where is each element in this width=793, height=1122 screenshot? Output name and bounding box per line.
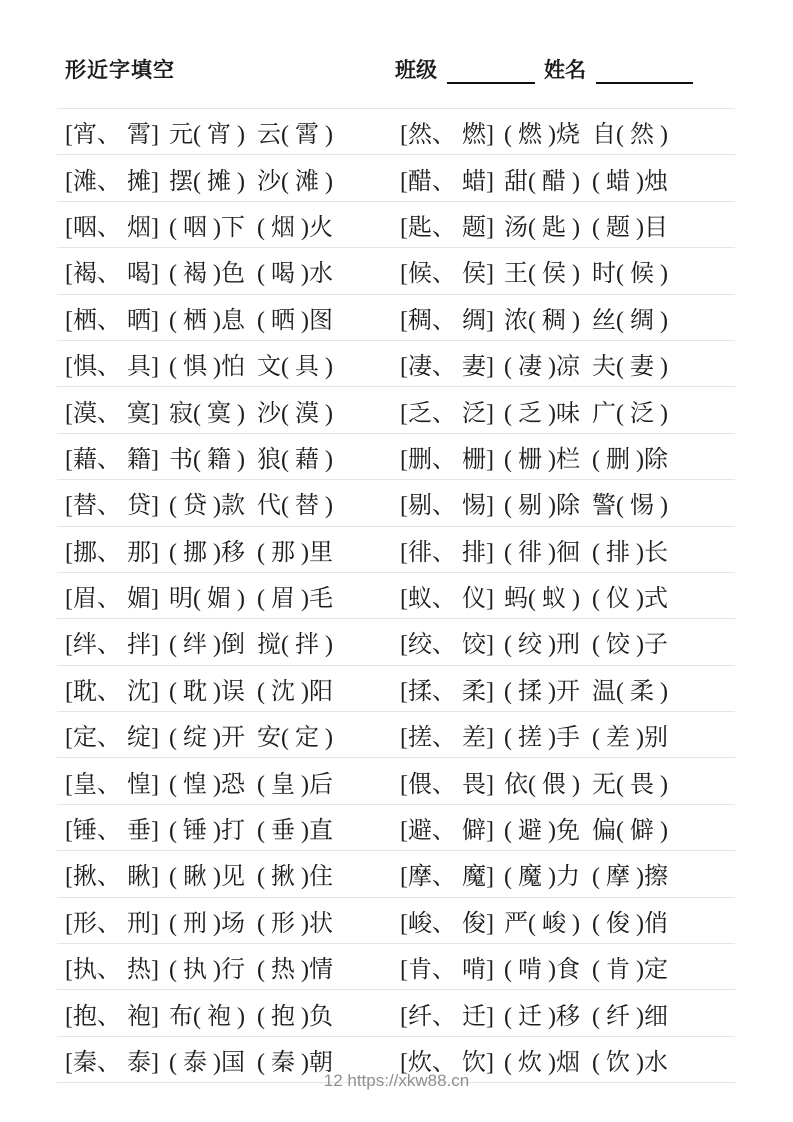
exercise-cell-left — [57, 624, 392, 659]
fill-in-phrases: ( 绊 )倒 搅( 拌 ) — [168, 632, 333, 659]
character-pair: [秦、 泰] — [65, 1050, 159, 1076]
exercise-row — [57, 155, 735, 201]
exercise-cell-right — [392, 764, 735, 799]
fill-in-phrases: ( 搓 )手 ( 差 )别 — [503, 725, 668, 752]
exercise-cell-right — [392, 949, 735, 984]
exercise-cell-left — [57, 485, 392, 520]
exercise-cell-right — [392, 810, 735, 845]
character-pair: [藉、 籍] — [65, 446, 159, 473]
exercise-cell-right — [392, 439, 735, 474]
fill-in-phrases: ( 锤 )打 ( 垂 )直 — [168, 818, 333, 845]
character-pair: [绊、 拌] — [65, 632, 159, 659]
exercise-cell-right — [392, 393, 735, 428]
page-title: 形近字填空 — [65, 59, 175, 82]
fill-in-phrases: ( 避 )免 偏( 僻 ) — [503, 818, 668, 845]
character-pair: [然、 燃] — [400, 122, 494, 149]
exercise-cell-right — [392, 253, 735, 288]
exercise-row — [57, 898, 735, 944]
name-label: 姓名 — [544, 59, 586, 82]
fill-in-phrases: 书( 籍 ) 狼( 藉 ) — [168, 446, 333, 473]
fill-in-phrases: ( 魔 )力 ( 摩 )擦 — [503, 864, 668, 891]
exercise-table — [57, 108, 735, 1083]
character-pair: [剔、 惕] — [400, 493, 494, 520]
header-fields — [395, 54, 693, 84]
exercise-cell-left — [57, 161, 392, 196]
character-pair: [避、 僻] — [400, 818, 494, 845]
character-pair: [搓、 差] — [400, 725, 494, 752]
fill-in-phrases: 依( 偎 ) 无( 畏 ) — [503, 771, 668, 798]
exercise-cell-right — [392, 161, 735, 196]
exercise-row — [57, 758, 735, 804]
exercise-row — [57, 434, 735, 480]
exercise-cell-right — [392, 856, 735, 891]
fill-in-phrases: 甜( 醋 ) ( 蜡 )烛 — [503, 168, 668, 195]
exercise-cell-right — [392, 485, 735, 520]
exercise-cell-left — [57, 439, 392, 474]
exercise-row — [57, 851, 735, 897]
exercise-cell-left — [57, 856, 392, 891]
exercise-cell-left — [57, 114, 392, 149]
exercise-cell-left — [57, 253, 392, 288]
exercise-cell-right — [392, 624, 735, 659]
fill-in-phrases: ( 炊 )烟 ( 饮 )水 — [503, 1050, 668, 1076]
fill-in-phrases: ( 惶 )恐 ( 皇 )后 — [168, 771, 333, 798]
exercise-cell-left — [57, 671, 392, 706]
character-pair: [定、 绽] — [65, 725, 159, 752]
exercise-cell-right — [392, 996, 735, 1031]
exercise-row — [57, 341, 735, 387]
fill-in-phrases: 寂( 寞 ) 沙( 漠 ) — [168, 400, 333, 427]
class-blank-line — [447, 59, 535, 84]
character-pair: [滩、 摊] — [65, 168, 159, 195]
exercise-row — [57, 944, 735, 990]
fill-in-phrases: ( 揉 )开 温( 柔 ) — [503, 678, 668, 705]
exercise-cell-left — [57, 810, 392, 845]
character-pair: [栖、 晒] — [65, 307, 159, 334]
exercise-cell-left — [57, 207, 392, 242]
exercise-cell-left — [57, 717, 392, 752]
fill-in-phrases: ( 执 )行 ( 热 )情 — [168, 957, 333, 984]
exercise-row — [57, 295, 735, 341]
character-pair: [偎、 畏] — [400, 771, 494, 798]
exercise-cell-left — [57, 949, 392, 984]
character-pair: [耽、 沈] — [65, 678, 159, 705]
character-pair: [醋、 蜡] — [400, 168, 494, 195]
name-blank-line — [596, 59, 693, 84]
fill-in-phrases: ( 凄 )凉 夫( 妻 ) — [503, 354, 668, 381]
fill-in-phrases: ( 贷 )款 代( 替 ) — [168, 493, 333, 520]
exercise-row — [57, 480, 735, 526]
fill-in-phrases: 布( 袍 ) ( 抱 )负 — [168, 1003, 333, 1030]
character-pair: [锤、 垂] — [65, 818, 159, 845]
page-footer: 12 https://xkw88.cn — [323, 1071, 470, 1090]
exercise-cell-right — [392, 671, 735, 706]
character-pair: [匙、 题] — [400, 214, 494, 241]
fill-in-phrases: ( 啃 )食 ( 肯 )定 — [503, 957, 668, 984]
character-pair: [炊、 饮] — [400, 1050, 494, 1076]
character-pair: [褐、 喝] — [65, 261, 159, 288]
exercise-cell-right — [392, 717, 735, 752]
fill-in-phrases: 严( 峻 ) ( 俊 )俏 — [503, 910, 668, 937]
exercise-row — [57, 712, 735, 758]
fill-in-phrases: ( 耽 )误 ( 沈 )阳 — [168, 678, 333, 705]
exercise-cell-left — [57, 346, 392, 381]
character-pair: [眉、 媚] — [65, 586, 159, 613]
character-pair: [摩、 魔] — [400, 864, 494, 891]
character-pair: [咽、 烟] — [65, 214, 159, 241]
character-pair: [蚁、 仪] — [400, 586, 494, 613]
fill-in-phrases: 王( 侯 ) 时( 候 ) — [503, 261, 668, 288]
exercise-row — [57, 990, 735, 1036]
character-pair: [纤、 迁] — [400, 1003, 494, 1030]
exercise-row — [57, 109, 735, 155]
exercise-cell-right — [392, 207, 735, 242]
character-pair: [漠、 寞] — [65, 400, 159, 427]
fill-in-phrases: 汤( 匙 ) ( 题 )目 — [503, 214, 668, 241]
fill-in-phrases: 摆( 摊 ) 沙( 滩 ) — [168, 168, 333, 195]
fill-in-phrases: ( 栅 )栏 ( 删 )除 — [503, 446, 668, 473]
character-pair: [删、 栅] — [400, 446, 494, 473]
character-pair: [揉、 柔] — [400, 678, 494, 705]
fill-in-phrases: ( 褐 )色 ( 喝 )水 — [168, 261, 333, 288]
fill-in-phrases: ( 徘 )徊 ( 排 )长 — [503, 539, 668, 566]
character-pair: [抱、 袍] — [65, 1003, 159, 1030]
exercise-cell-right — [392, 578, 735, 613]
exercise-cell-left — [57, 903, 392, 938]
exercise-row — [57, 619, 735, 665]
class-label: 班级 — [395, 59, 437, 82]
exercise-cell-left — [57, 393, 392, 428]
character-pair: [候、 侯] — [400, 261, 494, 288]
exercise-row — [57, 573, 735, 619]
exercise-row — [57, 202, 735, 248]
character-pair: [揪、 瞅] — [65, 864, 159, 891]
exercise-row — [57, 805, 735, 851]
exercise-cell-right — [392, 114, 735, 149]
fill-in-phrases: 浓( 稠 ) 丝( 绸 ) — [503, 307, 668, 334]
fill-in-phrases: ( 迁 )移 ( 纤 )细 — [503, 1003, 668, 1030]
fill-in-phrases: ( 泰 )国 ( 秦 )朝 — [168, 1050, 333, 1076]
exercise-cell-right — [392, 903, 735, 938]
exercise-cell-left — [57, 532, 392, 567]
character-pair: [峻、 俊] — [400, 910, 494, 937]
fill-in-phrases: ( 挪 )移 ( 那 )里 — [168, 539, 333, 566]
exercise-row — [57, 666, 735, 712]
character-pair: [肯、 啃] — [400, 957, 494, 984]
exercise-cell-left — [57, 578, 392, 613]
character-pair: [绞、 饺] — [400, 632, 494, 659]
character-pair: [皇、 惶] — [65, 771, 159, 798]
exercise-cell-right — [392, 532, 735, 567]
character-pair: [稠、 绸] — [400, 307, 494, 334]
character-pair: [徘、 排] — [400, 539, 494, 566]
exercise-cell-right — [392, 300, 735, 335]
fill-in-phrases: 蚂( 蚁 ) ( 仪 )式 — [503, 586, 668, 613]
fill-in-phrases: ( 瞅 )见 ( 揪 )住 — [168, 864, 333, 891]
exercise-cell-left — [57, 764, 392, 799]
character-pair: [替、 贷] — [65, 493, 159, 520]
fill-in-phrases: ( 刑 )场 ( 形 )状 — [168, 910, 333, 937]
character-pair: [惧、 具] — [65, 354, 159, 381]
fill-in-phrases: ( 咽 )下 ( 烟 )火 — [168, 214, 333, 241]
character-pair: [执、 热] — [65, 957, 159, 984]
fill-in-phrases: ( 绞 )刑 ( 饺 )子 — [503, 632, 668, 659]
character-pair: [挪、 那] — [65, 539, 159, 566]
character-pair: [形、 刑] — [65, 910, 159, 937]
exercise-row — [57, 527, 735, 573]
fill-in-phrases: ( 燃 )烧 自( 然 ) — [503, 122, 668, 149]
fill-in-phrases: ( 乏 )味 广( 泛 ) — [503, 400, 668, 427]
fill-in-phrases: 明( 媚 ) ( 眉 )毛 — [168, 586, 333, 613]
character-pair: [乏、 泛] — [400, 400, 494, 427]
exercise-row — [57, 248, 735, 294]
exercise-row — [57, 387, 735, 433]
fill-in-phrases: ( 剔 )除 警( 惕 ) — [503, 493, 668, 520]
exercise-cell-right — [392, 346, 735, 381]
fill-in-phrases: ( 栖 )息 ( 晒 )图 — [168, 307, 333, 334]
exercise-cell-left — [57, 300, 392, 335]
character-pair: [凄、 妻] — [400, 354, 494, 381]
character-pair: [宵、 霄] — [65, 122, 159, 149]
fill-in-phrases: ( 绽 )开 安( 定 ) — [168, 725, 333, 752]
fill-in-phrases: 元( 宵 ) 云( 霄 ) — [168, 122, 333, 149]
exercise-cell-left — [57, 996, 392, 1031]
fill-in-phrases: ( 惧 )怕 文( 具 ) — [168, 354, 333, 381]
